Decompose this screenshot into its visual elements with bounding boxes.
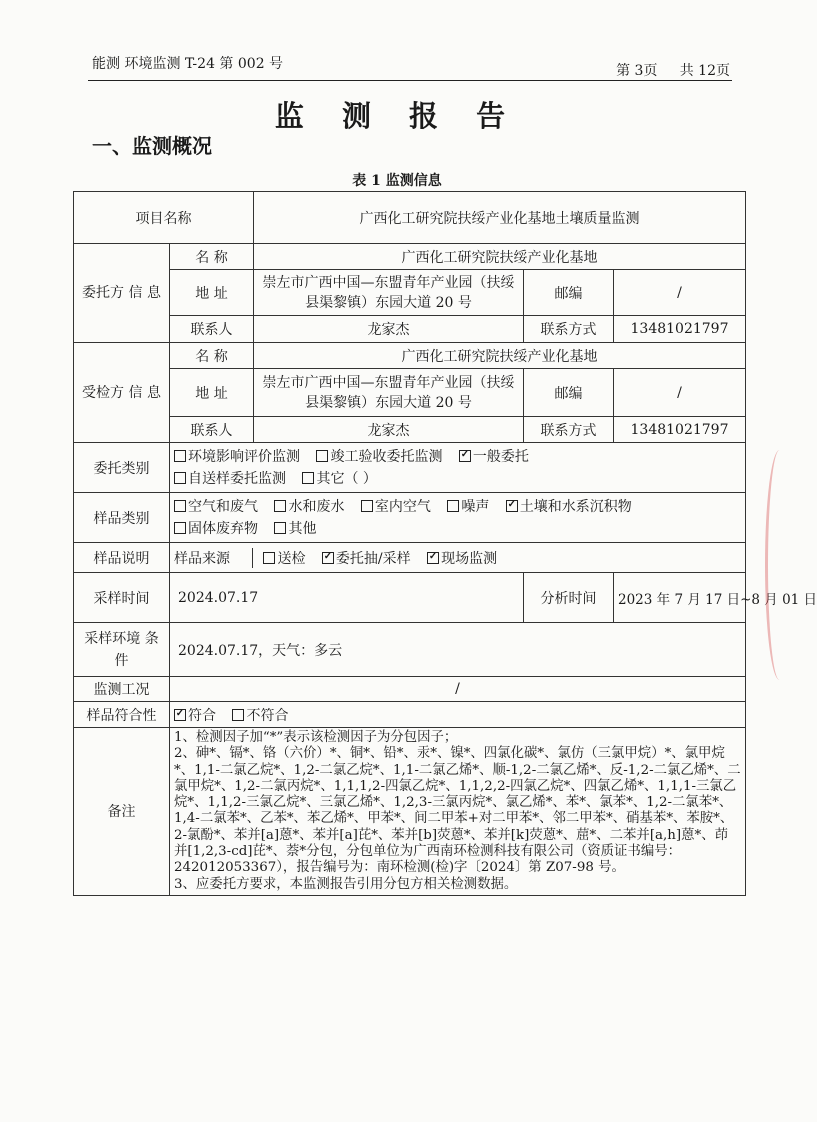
sampling-time-value: 2024.07.17 xyxy=(170,573,524,623)
inspected-address-row xyxy=(74,369,746,417)
option-sent[interactable]: 送检 xyxy=(263,551,305,567)
checkbox-icon[interactable] xyxy=(174,472,186,484)
client-name: 广西化工研究院扶绥产业化基地 xyxy=(254,244,746,270)
monitoring-condition-row xyxy=(74,677,746,702)
checkbox-icon[interactable] xyxy=(447,500,459,512)
option-self-sent-sample[interactable]: 自送样委托监测 xyxy=(174,471,286,487)
inspected-postcode-label: 邮编 xyxy=(524,369,614,417)
option-acceptance-monitoring[interactable]: 竣工验收委托监测 xyxy=(316,449,442,465)
inspected-contact-label: 联系人 xyxy=(170,417,254,443)
conformity-options xyxy=(170,702,746,728)
inspected-address-label: 地 址 xyxy=(170,369,254,417)
entrust-type-row xyxy=(74,443,746,493)
option-noise[interactable]: 噪声 xyxy=(447,499,489,515)
project-row xyxy=(74,192,746,244)
section-title: 一、监测概况 xyxy=(92,134,212,158)
checkbox-icon[interactable] xyxy=(174,500,186,512)
client-contact: 龙家杰 xyxy=(254,316,524,343)
inspected-contact: 龙家杰 xyxy=(254,417,524,443)
inspected-name-row xyxy=(74,343,746,369)
inspected-contact-row xyxy=(74,417,746,443)
inspected-phone-label: 联系方式 xyxy=(524,417,614,443)
checkbox-checked-icon[interactable] xyxy=(322,552,334,564)
option-nonconforming[interactable]: 不符合 xyxy=(232,708,288,724)
remarks-line-3: 3、应委托方要求，本监测报告引用分包方相关检测数据。 xyxy=(174,876,518,892)
inspected-name-label: 名 称 xyxy=(170,343,254,369)
option-conforming[interactable]: ✓ 符合 xyxy=(174,708,216,724)
checkbox-icon[interactable] xyxy=(174,522,186,534)
inspected-postcode: / xyxy=(614,369,746,417)
report-title: 监 测 报 告 xyxy=(274,99,520,133)
sample-type-label: 样品类别 xyxy=(74,493,170,543)
inspected-phone: 13481021797 xyxy=(614,417,746,443)
checkbox-checked-icon[interactable] xyxy=(459,450,471,462)
page-number: 第 3页 xyxy=(616,63,658,79)
option-soil[interactable]: ✓ 土壤和水系沉积物 xyxy=(506,499,632,515)
analysis-time-value: 2023 年 7 月 17 日~8 月 01 日 xyxy=(614,573,746,623)
environment-value: 2024.07.17，天气：多云 xyxy=(170,623,746,677)
page-total: 共 12页 xyxy=(679,63,730,79)
table-caption: 表 1 监测信息 xyxy=(352,173,442,189)
checkbox-icon[interactable] xyxy=(274,522,286,534)
seal-stamp xyxy=(765,450,794,680)
option-other[interactable]: 其它（ ） xyxy=(302,471,376,487)
client-address-row xyxy=(74,270,746,316)
checkbox-icon[interactable] xyxy=(361,500,373,512)
entrust-type-options xyxy=(170,443,746,493)
client-postcode: / xyxy=(614,270,746,316)
client-phone: 13481021797 xyxy=(614,316,746,343)
analysis-time-label: 分析时间 xyxy=(524,573,614,623)
option-water[interactable]: 水和废水 xyxy=(274,499,344,515)
environment-row xyxy=(74,623,746,677)
client-name-row xyxy=(74,244,746,270)
entrust-type-label: 委托类别 xyxy=(74,443,170,493)
report-number: 能测 环境监测 T-24 第 002 号 xyxy=(92,56,284,72)
client-contact-row xyxy=(74,316,746,343)
remarks-label: 备注 xyxy=(74,728,170,896)
sample-desc-options xyxy=(170,543,746,573)
option-solid-waste[interactable]: 固体废弃物 xyxy=(174,521,258,537)
client-label: 委托方 信 息 xyxy=(74,244,170,343)
sample-type-options xyxy=(170,493,746,543)
sampling-time-label: 采样时间 xyxy=(74,573,170,623)
remarks-line-2: 2、砷*、镉*、铬（六价）*、铜*、铅*、汞*、镍*、四氯化碳*、氯仿（三氯甲烷）*、氯甲烷*、1,1-二氯乙烷*、1,2-二氯乙烷*、1,1-二氯乙烯*、顺-1,2-二氯乙烯*、反-1,2-二氯乙烯*、二氯甲烷*、1,2-二氯丙烷*、1,1,1,2-四氯乙烷*、1,1,2,2-四氯乙烷*、四氯乙烯*、1,1,1-三氯乙烷*、1,1,2-三氯乙烷*、三氯乙烯*、1,2,3-三氯丙烷*、氯乙烯*、苯*、氯苯*、1,2-二氯苯*、1,4-二氯苯*、乙苯*、苯乙烯*、甲苯*、间二甲苯+对二甲苯*、邻二甲苯*、硝基苯*、苯胺*、2-氯酚*、苯并[a]蒽*、苯并[a]芘*、苯并[b]荧蒽*、苯并[k]荧蒽*、䓛*、二苯并[a,h]蒽*、茚并[1,2,3-cd]芘*、萘*分包，分包单位为广西南环检测科技有限公司（资质证书编号：242012053367），报告编号为：南环检测(检)字〔2024〕第 Z07-98 号。 xyxy=(174,746,741,876)
environment-label: 采样环境 条件 xyxy=(74,623,170,677)
client-postcode-label: 邮编 xyxy=(524,270,614,316)
monitoring-condition-value: / xyxy=(170,677,746,702)
page-indicator xyxy=(616,60,730,80)
option-indoor-air[interactable]: 室内空气 xyxy=(361,499,431,515)
conformity-label: 样品符合性 xyxy=(74,702,170,728)
option-entrusted-sampling[interactable]: ✓ 委托抽/采样 xyxy=(322,551,411,567)
remarks-row xyxy=(74,728,746,896)
checkbox-checked-icon[interactable] xyxy=(506,500,518,512)
sampling-time-row xyxy=(74,573,746,623)
project-value: 广西化工研究院扶绥产业化基地土壤质量监测 xyxy=(254,192,746,244)
option-air[interactable]: 空气和废气 xyxy=(174,499,258,515)
sample-source-label: 样品来源 xyxy=(174,548,253,568)
sample-type-row xyxy=(74,493,746,543)
option-general-entrust[interactable]: ✓ 一般委托 xyxy=(459,449,529,465)
inspected-name: 广西化工研究院扶绥产业化基地 xyxy=(254,343,746,369)
checkbox-icon[interactable] xyxy=(174,450,186,462)
client-address-label: 地 址 xyxy=(170,270,254,316)
monitoring-condition-label: 监测工况 xyxy=(74,677,170,702)
sample-desc-label: 样品说明 xyxy=(74,543,170,573)
checkbox-icon[interactable] xyxy=(316,450,328,462)
checkbox-checked-icon[interactable] xyxy=(427,552,439,564)
project-label: 项目名称 xyxy=(74,192,254,244)
inspected-label: 受检方 信 息 xyxy=(74,343,170,443)
option-field-monitoring[interactable]: ✓ 现场监测 xyxy=(427,551,497,567)
conformity-row xyxy=(74,702,746,728)
checkbox-icon[interactable] xyxy=(274,500,286,512)
option-other-sample[interactable]: 其他 xyxy=(274,521,316,537)
client-address: 崇左市广西中国—东盟青年产业园（扶绥县渠黎镇）东园大道 20 号 xyxy=(254,270,524,316)
remarks-content xyxy=(170,728,746,896)
checkbox-checked-icon[interactable] xyxy=(174,709,186,721)
checkbox-icon[interactable] xyxy=(263,552,275,564)
monitoring-info-table xyxy=(73,191,817,896)
option-eia-monitoring[interactable]: 环境影响评价监测 xyxy=(174,449,300,465)
sample-desc-row xyxy=(74,543,746,573)
client-phone-label: 联系方式 xyxy=(524,316,614,343)
header-rule xyxy=(88,80,732,81)
client-name-label: 名 称 xyxy=(170,244,254,270)
remarks-line-1: 1、检测因子加“*”表示该检测因子为分包因子； xyxy=(174,730,458,745)
client-contact-label: 联系人 xyxy=(170,316,254,343)
checkbox-icon[interactable] xyxy=(302,472,314,484)
checkbox-icon[interactable] xyxy=(232,709,244,721)
inspected-address: 崇左市广西中国—东盟青年产业园（扶绥县渠黎镇）东园大道 20 号 xyxy=(254,369,524,417)
